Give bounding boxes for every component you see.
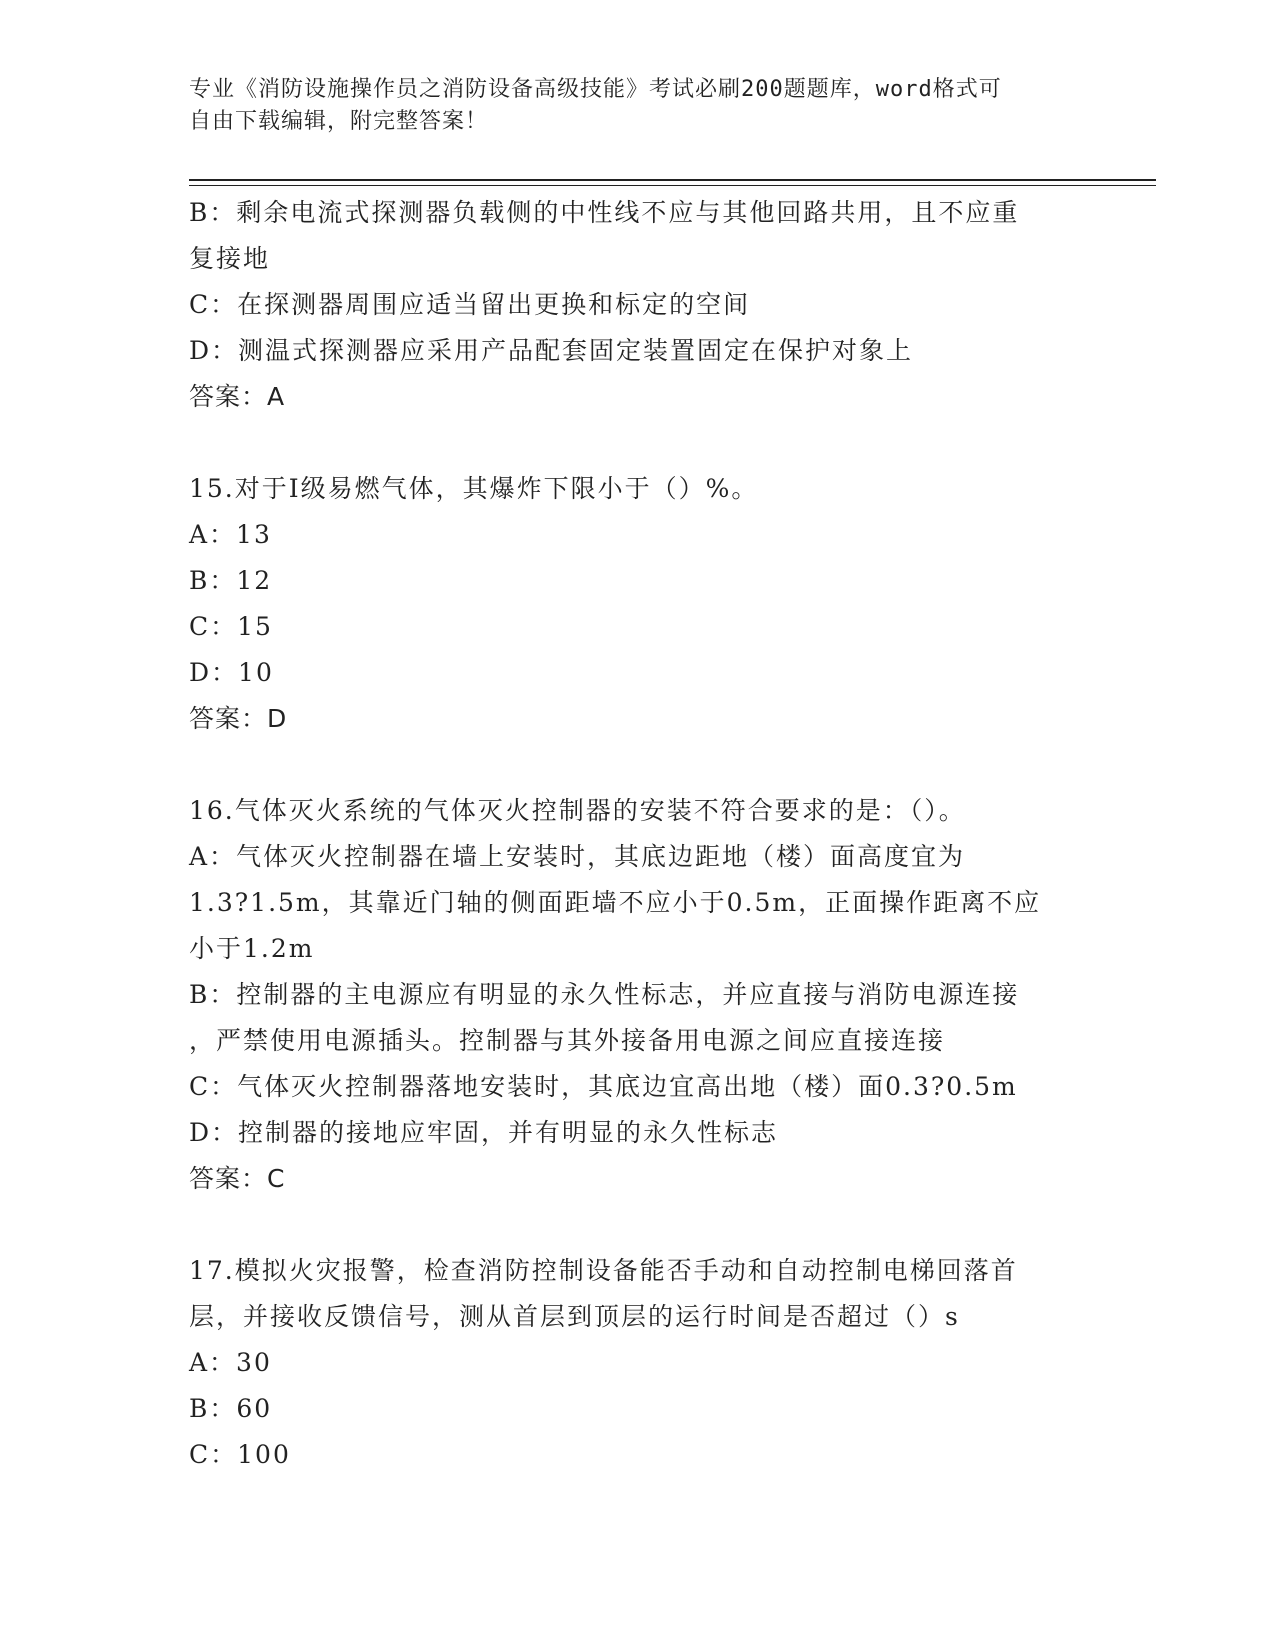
question-stem-line-1: 17.模拟火灾报警，检查消防控制设备能否手动和自动控制电梯回落首 bbox=[189, 1256, 1018, 1285]
option-c: C：气体灭火控制器落地安装时，其底边宜高出地（楼）面0.3?0.5m bbox=[189, 1072, 1018, 1101]
option-c: C：100 bbox=[189, 1440, 291, 1469]
option-b-line-2: 复接地 bbox=[189, 244, 271, 273]
question-list bbox=[189, 190, 1089, 1478]
option-a-line-2: 1.3?1.5m，其靠近门轴的侧面距墙不应小于0.5m，正面操作距离不应 bbox=[189, 888, 1042, 917]
spacer bbox=[189, 1202, 1089, 1248]
header-line-1: 专业《消防设施操作员之消防设备高级技能》考试必刷200题题库，word格式可 bbox=[189, 77, 1002, 102]
question-stem: 15.对于Ⅰ级易燃气体，其爆炸下限小于（）%。 bbox=[189, 474, 759, 503]
question-15 bbox=[189, 466, 1089, 742]
option-b-line-1: B：剩余电流式探测器负载侧的中性线不应与其他回路共用，且不应重 bbox=[189, 198, 1020, 227]
answer-line: 答案：A bbox=[189, 382, 286, 411]
option-d: D：测温式探测器应采用产品配套固定装置固定在保护对象上 bbox=[189, 336, 914, 365]
header-divider-thin bbox=[189, 185, 1156, 186]
spacer bbox=[189, 420, 1089, 466]
option-c: C：15 bbox=[189, 612, 273, 641]
question-14-tail bbox=[189, 190, 1089, 420]
question-17 bbox=[189, 1248, 1089, 1478]
option-d: D：控制器的接地应牢固，并有明显的永久性标志 bbox=[189, 1118, 779, 1147]
option-b: B：12 bbox=[189, 566, 273, 595]
option-a-line-3: 小于1.2m bbox=[189, 934, 315, 963]
option-b: B：60 bbox=[189, 1394, 273, 1423]
option-a-line-1: A：气体灭火控制器在墙上安装时，其底边距地（楼）面高度宜为 bbox=[189, 842, 966, 871]
option-d: D：10 bbox=[189, 658, 274, 687]
option-b-line-1: B：控制器的主电源应有明显的永久性标志，并应直接与消防电源连接 bbox=[189, 980, 1020, 1009]
question-stem-line-2: 层，并接收反馈信号，测从首层到顶层的运行时间是否超过（）s bbox=[189, 1302, 960, 1331]
document-header bbox=[189, 74, 1089, 138]
answer-line: 答案：D bbox=[189, 704, 288, 733]
option-a: A：30 bbox=[189, 1348, 272, 1377]
spacer bbox=[189, 742, 1089, 788]
option-c: C：在探测器周围应适当留出更换和标定的空间 bbox=[189, 290, 751, 319]
option-b-line-2: ，严禁使用电源插头。控制器与其外接备用电源之间应直接连接 bbox=[189, 1026, 946, 1055]
option-a: A：13 bbox=[189, 520, 272, 549]
question-stem: 16.气体灭火系统的气体灭火控制器的安装不符合要求的是：（）。 bbox=[189, 796, 966, 825]
question-16 bbox=[189, 788, 1089, 1202]
header-line-2: 自由下载编辑，附完整答案！ bbox=[189, 109, 489, 134]
header-divider-thick bbox=[189, 179, 1156, 181]
answer-line: 答案：C bbox=[189, 1164, 286, 1193]
